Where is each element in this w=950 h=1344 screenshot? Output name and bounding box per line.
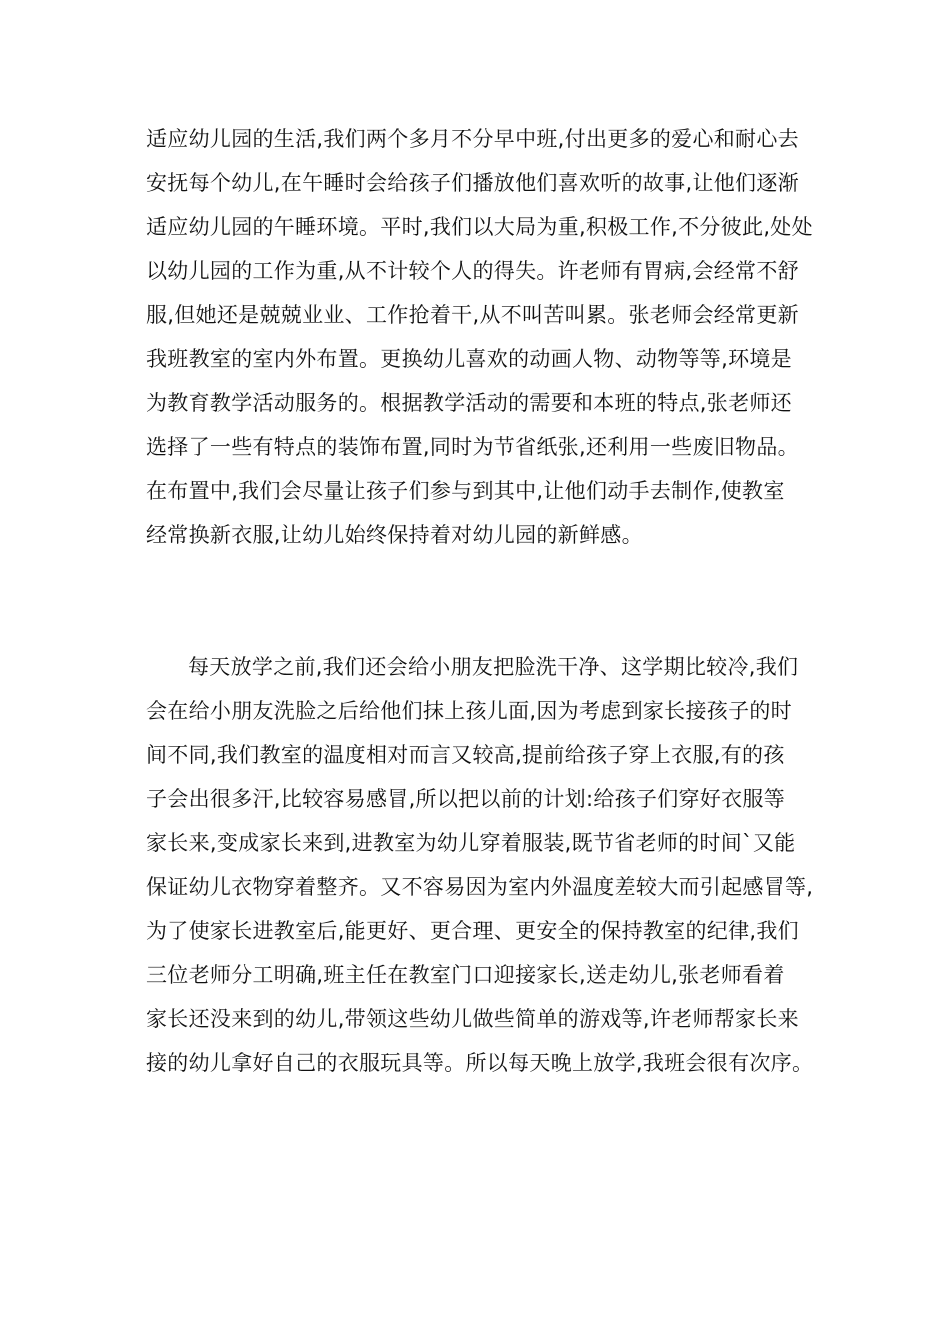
paragraph-line: 家长还没来到的幼儿,带领这些幼儿做些简单的游戏等,许老师帮家长来 [146, 1007, 799, 1031]
paragraph-2 [146, 645, 836, 1085]
paragraph-line: 选择了一些有特点的装饰布置,同时为节省纸张,还利用一些废旧物品。 [146, 435, 799, 459]
paragraph-line: 保证幼儿衣物穿着整齐。又不容易因为室内外温度差较大而引起感冒等, [146, 875, 814, 899]
paragraph-line: 三位老师分工明确,班主任在教室门口迎接家长,送走幼儿,张老师看着 [146, 963, 785, 987]
paragraph-1 [146, 117, 836, 557]
paragraph-line: 家长来,变成家长来到,进教室为幼儿穿着服装,既节省老师的时间`又能 [146, 831, 796, 855]
paragraph-line: 安抚每个幼儿,在午睡时会给孩子们播放他们喜欢听的故事,让他们逐渐 [146, 171, 799, 195]
paragraph-line: 适应幼儿园的生活,我们两个多月不分早中班,付出更多的爱心和耐心去 [146, 127, 799, 151]
paragraph-line: 经常换新衣服,让幼儿始终保持着对幼儿园的新鲜感。 [146, 523, 643, 547]
paragraph-line: 以幼儿园的工作为重,从不计较个人的得失。许老师有胃病,会经常不舒 [146, 259, 799, 283]
paragraph-line: 我班教室的室内外布置。更换幼儿喜欢的动画人物、动物等等,环境是 [146, 347, 792, 371]
paragraph-line: 接的幼儿拿好自己的衣服玩具等。所以每天晚上放学,我班会很有次序。 [146, 1051, 814, 1075]
paragraph-line: 间不同,我们教室的温度相对而言又较高,提前给孩子穿上衣服,有的孩 [146, 743, 785, 767]
paragraph-line: 为了使家长进教室后,能更好、更合理、更安全的保持教室的纪律,我们 [146, 919, 799, 943]
paragraph-line: 子会出很多汗,比较容易感冒,所以把以前的计划:给孩子们穿好衣服等 [146, 787, 786, 811]
paragraph-line: 会在给小朋友洗脸之后给他们抹上孩儿面,因为考虑到家长接孩子的时 [146, 699, 792, 723]
paragraph-line: 为教育教学活动服务的。根据教学活动的需要和本班的特点,张老师还 [146, 391, 792, 415]
paragraph-line: 在布置中,我们会尽量让孩子们参与到其中,让他们动手去制作,使教室 [146, 479, 785, 503]
paragraph-line: 适应幼儿园的午睡环境。平时,我们以大局为重,积极工作,不分彼此,处处 [146, 215, 813, 239]
paragraph-line: 服,但她还是兢兢业业、工作抢着干,从不叫苦叫累。张老师会经常更新 [146, 303, 799, 327]
paragraph-first-line: 每天放学之前,我们还会给小朋友把脸洗干净、这学期比较冷,我们 [188, 655, 799, 679]
